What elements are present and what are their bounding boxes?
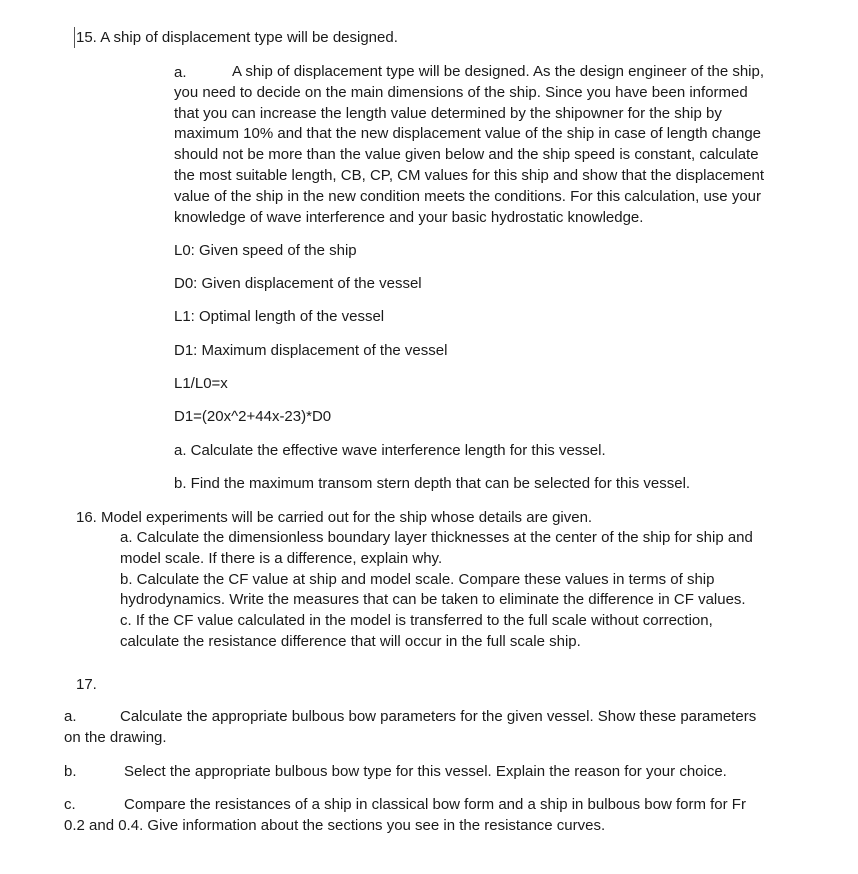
q15-a-line: the most suitable length, CB, CP, CM values for this ship and show that the displacement [174,166,765,184]
q17-a-line2: on the drawing. [64,729,167,746]
def-d0: D0: Given displacement of the vessel [174,275,422,292]
def-formula: D1=(20x^2+44x-23)*D0 [174,408,332,425]
q17-a-label: a. [64,708,77,725]
q15-a-line: value of the ship in the new condition meets the conditions. For this calculation, use your [174,187,761,205]
def-ratio: L1/L0=x [174,375,228,392]
q16-paragraph [120,528,753,653]
q16-line: a. Calculate the dimensionless boundary layer thicknesses at the center of the ship for ship and [120,529,753,546]
q15-a-line: knowledge of wave interference and your basic hydrostatic knowledge. [174,208,644,226]
q15-a-line: you need to decide on the main dimensions of the ship. Since you have been informed [174,83,748,101]
def-l0: L0: Given speed of the ship [174,242,357,259]
q15-sub-a: a. Calculate the effective wave interference length for this vessel. [174,442,606,459]
q16-line: c. If the CF value calculated in the model is transferred to the full scale without correction, [120,612,713,630]
q15-a-line: should not be more than the value given below and the ship speed is constant, calculate [174,146,759,164]
q15-a-line: that you can increase the length value determined by the shipowner for the ship by [174,104,722,122]
q17-c-label: c. [64,796,76,813]
q16-line: b. Calculate the CF value at ship and model scale. Compare these values in terms of ship [120,570,715,588]
q15-sub-b: b. Find the maximum transom stern depth that can be selected for this vessel. [174,475,691,492]
q16-line: hydrodynamics. Write the measures that can be taken to eliminate the difference in CF values. [120,591,746,609]
q17-c-line2: 0.2 and 0.4. Give information about the sections you see in the resistance curves. [64,817,606,834]
q15-a-line: maximum 10% and that the new displacement value of the ship in case of length change [174,125,762,143]
q17-c-line1: Compare the resistances of a ship in classical bow form and a ship in bulbous bow form for Fr [124,796,746,813]
q15-a-paragraph [174,62,764,228]
q17-a-line1: Calculate the appropriate bulbous bow parameters for the given vessel. Show these parameters [120,708,757,725]
q15-a-line: A ship of displacement type will be designed. As the design engineer of the ship, [232,63,765,80]
def-d1: D1: Maximum displacement of the vessel [174,342,448,359]
q17-b-label: b. [64,763,77,780]
q17-b-line1: Select the appropriate bulbous bow type for this vessel. Explain the reason for your choice. [124,763,727,780]
q15-a-label: a. [174,64,187,81]
def-l1: L1: Optimal length of the vessel [174,308,385,325]
q16-line: calculate the resistance difference that will occur in the full scale ship. [120,632,581,650]
text-cursor [74,27,75,48]
q16-title: 16. Model experiments will be carried out for the ship whose details are given. [76,509,593,526]
q15-title: 15. A ship of displacement type will be designed. [76,29,398,46]
q17-title: 17. [76,676,97,693]
q16-line: model scale. If there is a difference, explain why. [120,549,443,567]
